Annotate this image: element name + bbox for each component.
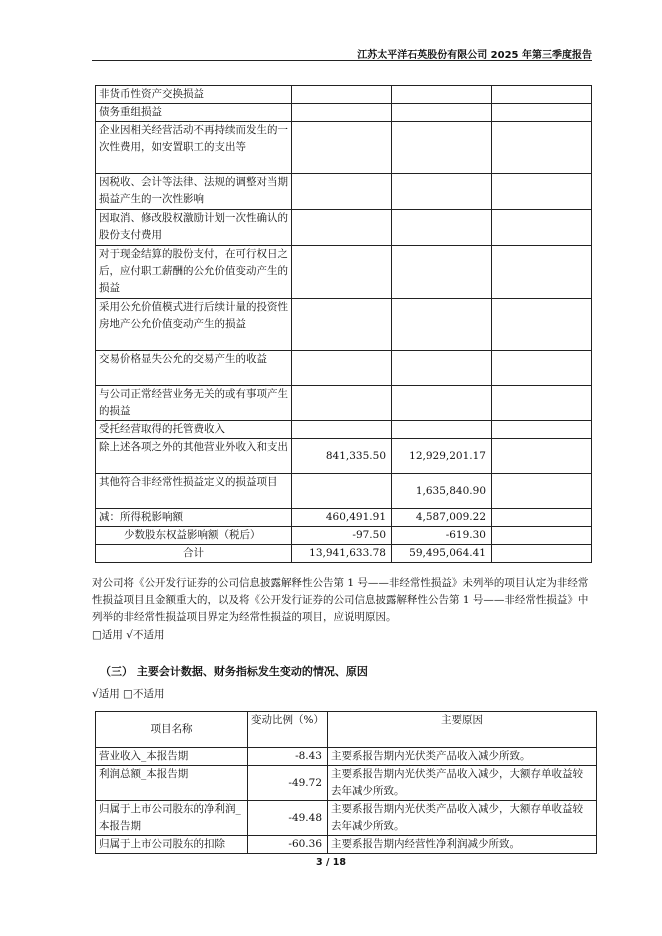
change-ratio-value: -60.36: [248, 836, 328, 854]
change-ratio-value: -49.72: [248, 766, 328, 801]
table-row: [96, 509, 592, 527]
table-row: [96, 351, 592, 386]
table-row: [96, 210, 592, 246]
applicability-option-2: √适用 □不适用: [92, 688, 165, 700]
table-row: [96, 474, 592, 509]
row-item-label: 交易价格显失公允的交易产生的收益: [96, 351, 292, 386]
row-current-value: 460,491.91: [292, 509, 392, 527]
row-item-label: 除上述各项之外的其他营业外收入和支出: [96, 439, 292, 474]
row-note: [492, 509, 592, 527]
row-note: [492, 210, 592, 246]
row-current-value: [292, 174, 392, 210]
header-change-ratio: 变动比例（%）: [248, 712, 328, 748]
row-item-label: 采用公允价值模式进行后续计量的投资性房地产公允价值变动产生的损益: [96, 299, 292, 351]
non-recurring-gains-body: [96, 86, 592, 563]
row-item-label: 债务重组损益: [96, 104, 292, 122]
row-current-value: [292, 86, 392, 104]
change-reason: 主要系报告期内经营性净利润减少所致。: [328, 836, 597, 854]
row-item-label: 其他符合非经常性损益定义的损益项目: [96, 474, 292, 509]
page-header-title: 江苏太平洋石英股份有限公司 2025 年第三季度报告: [357, 50, 592, 61]
row-note: [492, 174, 592, 210]
change-ratio-value: -49.48: [248, 801, 328, 836]
changes-body: [96, 748, 597, 854]
row-current-value: [292, 386, 392, 421]
row-current-value: [292, 246, 392, 299]
row-item-label: 与公司正常经营业务无关的或有事项产生的损益: [96, 386, 292, 421]
applicability-option-1: □适用 √不适用: [92, 629, 165, 641]
header-divider: [92, 60, 592, 61]
table-row: [96, 174, 592, 210]
change-reason: 主要系报告期内光伏类产品收入减少所致。: [328, 748, 597, 766]
page-number: 3 / 18: [316, 857, 346, 868]
change-item-name: 归属于上市公司股东的净利润_本报告期: [96, 801, 248, 836]
row-item-label: 企业因相关经营活动不再持续而发生的一次性费用，如安置职工的支出等: [96, 122, 292, 174]
table-row: [96, 104, 592, 122]
table-row: [96, 836, 597, 854]
table-row: [96, 801, 597, 836]
header-main-reason: 主要原因: [328, 712, 597, 748]
row-note: [492, 122, 592, 174]
row-ytd-value: [392, 86, 492, 104]
row-ytd-value: 4,587,009.22: [392, 509, 492, 527]
row-current-value: 841,335.50: [292, 439, 392, 474]
changes-table: [95, 711, 597, 854]
row-item-label: 受托经营取得的托管费收入: [96, 421, 292, 439]
change-reason: 主要系报告期内光伏类产品收入减少，大额存单收益较去年减少所致。: [328, 766, 597, 801]
row-current-value: [292, 104, 392, 122]
row-ytd-value: [392, 351, 492, 386]
row-ytd-value: 59,495,064.41: [392, 545, 492, 563]
row-current-value: [292, 299, 392, 351]
row-note: [492, 86, 592, 104]
row-ytd-value: [392, 299, 492, 351]
row-item-label: 对于现金结算的股份支付，在可行权日之后，应付职工薪酬的公允价值变动产生的损益: [96, 246, 292, 299]
change-item-name: 归属于上市公司股东的扣除: [96, 836, 248, 854]
table-row: [96, 545, 592, 563]
change-ratio-value: -8.43: [248, 748, 328, 766]
row-note: [492, 527, 592, 545]
row-ytd-value: 12,929,201.17: [392, 439, 492, 474]
row-ytd-value: 1,635,840.90: [392, 474, 492, 509]
row-note: [492, 386, 592, 421]
row-current-value: -97.50: [292, 527, 392, 545]
row-ytd-value: [392, 174, 492, 210]
table-row: [96, 421, 592, 439]
table-row: [96, 246, 592, 299]
row-note: [492, 545, 592, 563]
row-ytd-value: [392, 122, 492, 174]
row-ytd-value: [392, 104, 492, 122]
row-note: [492, 104, 592, 122]
row-current-value: [292, 421, 392, 439]
row-note: [492, 299, 592, 351]
table-row: [96, 766, 597, 801]
table-row: [96, 299, 592, 351]
row-ytd-value: -619.30: [392, 527, 492, 545]
row-item-label: 少数股东权益影响额（税后）: [96, 527, 292, 545]
header-item-name: 项目名称: [96, 712, 248, 748]
table-row: [96, 439, 592, 474]
row-item-label: 合计: [96, 545, 292, 563]
row-note: [492, 421, 592, 439]
row-ytd-value: [392, 210, 492, 246]
row-current-value: 13,941,633.78: [292, 545, 392, 563]
row-ytd-value: [392, 246, 492, 299]
row-item-label: 减：所得税影响额: [96, 509, 292, 527]
table-row: [96, 122, 592, 174]
table-row: [96, 86, 592, 104]
change-item-name: 利润总额_本报告期: [96, 766, 248, 801]
row-item-label: 因取消、修改股权激励计划一次性确认的股份支付费用: [96, 210, 292, 246]
row-current-value: [292, 210, 392, 246]
note-paragraph: 对公司将《公开发行证券的公司信息披露解释性公告第 1 号——非经常性损益》未列举的项目认定为非经常性损益项目且金额重大的，以及将《公开发行证券的公司信息披露解释性公告第 1 号——非经常性损益》中列举的非经常性损益项目界定为经常性损益的项目，应说明原因。: [92, 577, 589, 623]
row-item-label: 因税收、会计等法律、法规的调整对当期损益产生的一次性影响: [96, 174, 292, 210]
row-note: [492, 351, 592, 386]
row-note: [492, 439, 592, 474]
row-current-value: [292, 474, 392, 509]
row-item-label: 非货币性资产交换损益: [96, 86, 292, 104]
row-note: [492, 474, 592, 509]
row-current-value: [292, 122, 392, 174]
change-item-name: 营业收入_本报告期: [96, 748, 248, 766]
row-note: [492, 246, 592, 299]
row-current-value: [292, 351, 392, 386]
table-row: [96, 748, 597, 766]
non-recurring-gains-table: [95, 85, 592, 563]
row-ytd-value: [392, 386, 492, 421]
change-reason: 主要系报告期内光伏类产品收入减少，大额存单收益较去年减少所致。: [328, 801, 597, 836]
section-3-title: （三） 主要会计数据、财务指标发生变动的情况、原因: [100, 665, 368, 678]
table-row: [96, 527, 592, 545]
row-ytd-value: [392, 421, 492, 439]
table-row: [96, 386, 592, 421]
